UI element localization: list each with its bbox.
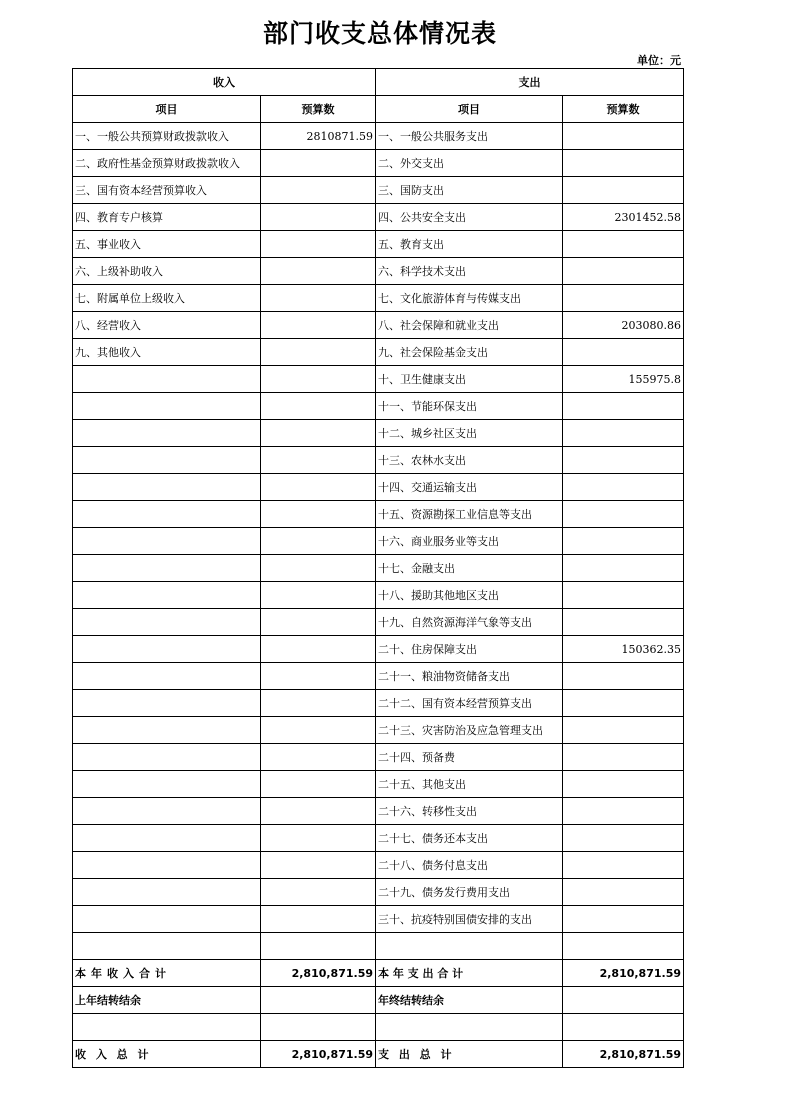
expense-item-cell: 九、社会保险基金支出 [376,339,563,366]
budget-table [72,68,684,1068]
expense-item-cell: 十九、自然资源海洋气象等支出 [376,609,563,636]
income-item-header: 项目 [73,96,261,123]
income-value-cell [261,690,376,717]
income-total-label: 本年收入合计 [73,960,261,987]
budget-table-body [73,69,684,960]
table-row [73,339,684,366]
income-header: 收入 [73,69,376,96]
income-item-cell [73,771,261,798]
expense-item-cell: 八、社会保障和就业支出 [376,312,563,339]
grand-income-label: 收 入 总 计 [73,1041,261,1068]
expense-value-cell [563,744,684,771]
expense-item-cell: 二十八、债务付息支出 [376,852,563,879]
expense-item-cell: 二十、住房保障支出 [376,636,563,663]
income-value-cell [261,528,376,555]
table-row [73,312,684,339]
income-item-cell: 四、教育专户核算 [73,204,261,231]
expense-value-cell: 2301452.58 [563,204,684,231]
expense-value-cell [563,933,684,960]
income-item-cell [73,933,261,960]
expense-item-header: 项目 [376,96,563,123]
income-value-cell [261,636,376,663]
expense-item-cell: 十、卫生健康支出 [376,366,563,393]
expense-value-cell [563,609,684,636]
income-value-cell [261,798,376,825]
expense-value-cell [563,339,684,366]
table-row [73,447,684,474]
income-value-cell [261,447,376,474]
year-end-carryover-value [563,987,684,1014]
blank-cell [376,1014,563,1041]
expense-item-cell: 五、教育支出 [376,231,563,258]
table-row [73,744,684,771]
expense-value-cell: 203080.86 [563,312,684,339]
expense-item-cell: 二十一、粮油物资储备支出 [376,663,563,690]
income-item-cell [73,393,261,420]
expense-value-cell: 155975.8 [563,366,684,393]
expense-value-cell [563,906,684,933]
income-value-cell [261,312,376,339]
table-row [73,609,684,636]
income-value-cell [261,285,376,312]
income-value-cell [261,474,376,501]
income-item-cell [73,879,261,906]
income-item-cell [73,474,261,501]
table-row [73,771,684,798]
expense-value-cell [563,663,684,690]
income-item-cell: 三、国有资本经营预算收入 [73,177,261,204]
table-row [73,690,684,717]
income-item-cell: 八、经营收入 [73,312,261,339]
income-value-cell [261,420,376,447]
expense-header: 支出 [376,69,684,96]
income-value-cell [261,852,376,879]
income-item-cell [73,447,261,474]
table-row [73,528,684,555]
expense-value-cell [563,852,684,879]
expense-value-cell [563,393,684,420]
expense-item-cell: 三十、抗疫特别国债安排的支出 [376,906,563,933]
table-row [73,798,684,825]
income-item-cell [73,582,261,609]
expense-item-cell: 二十五、其他支出 [376,771,563,798]
expense-item-cell: 一、一般公共服务支出 [376,123,563,150]
income-value-cell [261,879,376,906]
income-item-cell [73,420,261,447]
expense-value-cell: 150362.35 [563,636,684,663]
expense-value-cell [563,474,684,501]
grand-total-row [73,1041,684,1068]
table-row [73,366,684,393]
income-value-cell [261,663,376,690]
annual-total-row [73,960,684,987]
expense-item-cell [376,933,563,960]
expense-value-cell [563,177,684,204]
expense-value-cell [563,231,684,258]
expense-value-cell [563,690,684,717]
table-row [73,906,684,933]
expense-item-cell: 十五、资源勘探工业信息等支出 [376,501,563,528]
income-item-cell [73,744,261,771]
expense-value-cell [563,420,684,447]
expense-item-cell: 二十四、预备费 [376,744,563,771]
carryover-row [73,987,684,1014]
expense-value-cell [563,501,684,528]
table-row [73,285,684,312]
table-row [73,555,684,582]
totals-body [73,960,684,1068]
expense-value-cell [563,150,684,177]
table-row [73,474,684,501]
year-end-carryover-label: 年终结转结余 [376,987,563,1014]
blank-cell [563,1014,684,1041]
expense-value-cell [563,879,684,906]
table-row [73,825,684,852]
unit-label: 单位：元 [637,54,681,67]
expense-value-cell [563,123,684,150]
expense-value-cell [563,528,684,555]
expense-item-cell: 三、国防支出 [376,177,563,204]
income-item-cell [73,366,261,393]
section-header-row [73,69,684,96]
income-value-cell [261,339,376,366]
income-item-cell [73,852,261,879]
income-value-cell [261,366,376,393]
income-value-cell [261,501,376,528]
income-value-cell [261,717,376,744]
income-item-cell [73,501,261,528]
table-row [73,636,684,663]
expense-item-cell: 十四、交通运输支出 [376,474,563,501]
column-header-row [73,96,684,123]
expense-value-cell [563,447,684,474]
grand-expense-label: 支 出 总 计 [376,1041,563,1068]
expense-value-cell [563,582,684,609]
expense-item-cell: 十三、农林水支出 [376,447,563,474]
table-row [73,150,684,177]
table-row [73,177,684,204]
expense-value-cell [563,798,684,825]
expense-item-cell: 二、外交支出 [376,150,563,177]
expense-item-cell: 十七、金融支出 [376,555,563,582]
income-value-cell [261,906,376,933]
income-value-cell [261,582,376,609]
income-item-cell [73,825,261,852]
expense-budget-header: 预算数 [563,96,684,123]
income-value-cell [261,177,376,204]
table-row [73,852,684,879]
income-value-cell [261,933,376,960]
income-value-cell [261,771,376,798]
expense-item-cell: 二十九、债务发行费用支出 [376,879,563,906]
expense-total-label: 本 年 支 出 合 计 [376,960,563,987]
income-value-cell [261,609,376,636]
expense-item-cell: 十六、商业服务业等支出 [376,528,563,555]
table-row [73,582,684,609]
income-item-cell [73,555,261,582]
expense-item-cell: 十一、节能环保支出 [376,393,563,420]
expense-item-cell: 四、公共安全支出 [376,204,563,231]
table-row [73,879,684,906]
expense-item-cell: 二十二、国有资本经营预算支出 [376,690,563,717]
income-item-cell [73,528,261,555]
income-item-cell: 九、其他收入 [73,339,261,366]
income-budget-header: 预算数 [261,96,376,123]
income-item-cell [73,609,261,636]
table-row [73,123,684,150]
income-value-cell [261,555,376,582]
income-item-cell [73,906,261,933]
income-item-cell: 六、上级补助收入 [73,258,261,285]
expense-value-cell [563,258,684,285]
expense-item-cell: 十二、城乡社区支出 [376,420,563,447]
table-row [73,663,684,690]
income-item-cell [73,717,261,744]
income-value-cell [261,150,376,177]
table-row [73,420,684,447]
income-value-cell [261,825,376,852]
income-item-cell: 一、一般公共预算财政拨款收入 [73,123,261,150]
grand-expense-value: 2,810,871.59 [563,1041,684,1068]
income-value-cell [261,204,376,231]
expense-total-value: 2,810,871.59 [563,960,684,987]
grand-income-value: 2,810,871.59 [261,1041,376,1068]
income-value-cell [261,393,376,420]
expense-value-cell [563,285,684,312]
page-title: 部门收支总体情况表 [262,19,497,48]
expense-item-cell: 七、文化旅游体育与传媒支出 [376,285,563,312]
expense-item-cell: 二十六、转移性支出 [376,798,563,825]
income-item-cell [73,690,261,717]
expense-value-cell [563,771,684,798]
income-total-value: 2,810,871.59 [261,960,376,987]
table-row [73,231,684,258]
blank-cell [73,1014,261,1041]
income-value-cell: 2810871.59 [261,123,376,150]
table-row [73,717,684,744]
expense-value-cell [563,555,684,582]
expense-item-cell: 二十七、债务还本支出 [376,825,563,852]
income-item-cell: 二、政府性基金预算财政拨款收入 [73,150,261,177]
income-item-cell [73,798,261,825]
income-item-cell: 七、附属单位上级收入 [73,285,261,312]
income-value-cell [261,258,376,285]
table-row [73,204,684,231]
expense-item-cell: 二十三、灾害防治及应急管理支出 [376,717,563,744]
prior-year-carryover-label: 上年结转结余 [73,987,261,1014]
income-value-cell [261,231,376,258]
expense-item-cell: 十八、援助其他地区支出 [376,582,563,609]
income-item-cell [73,636,261,663]
blank-row [73,1014,684,1041]
table-row [73,933,684,960]
blank-cell [261,1014,376,1041]
expense-value-cell [563,717,684,744]
expense-value-cell [563,825,684,852]
prior-year-carryover-value [261,987,376,1014]
expense-item-cell: 六、科学技术支出 [376,258,563,285]
table-row [73,501,684,528]
income-item-cell [73,663,261,690]
table-row [73,258,684,285]
income-item-cell: 五、事业收入 [73,231,261,258]
table-row [73,393,684,420]
income-value-cell [261,744,376,771]
